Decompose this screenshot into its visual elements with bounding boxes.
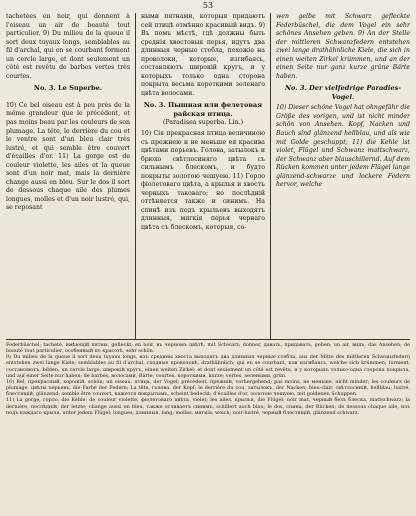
french-top-text: tachetées en noir, qui donnent à l'oiseau un air de beauté tout particulier. 9) Du milieu de la queue il sort deux tuyaux longs, semblables au fil d'archal, qui en se courbant forment un cercle large, et dont seulement un côté est revêtu de barbes vertes très courtes.	[6, 13, 130, 80]
russian-body-text: 10) Сія прекрасная птица величиною съ прежнею и не меньше ея красива цвѣтами перьевъ. Голова, затылокъ и брюхо свѣтлосиняго цвѣта съ сильнымъ блескомъ, и будто покрыты золотою чешуею. 11) Горло фіолетоваго цвѣта, а крылья и хвостъ черныхъ таковаго; но послѣдній оттѣняется также и синимъ. На спинѣ изъ подъ крыльевъ выходятъ длинныя, мягкія перья чернаго цвѣта съ блескомъ, которыя, со-	[141, 130, 265, 232]
note-paragraph: 11) La gorge, горло, die Kehle; de couleur violette, фіолетоваго цвѣта, violet; les ailes, крылья, die Flügel; noir mat, черный безъ блеска, mattschwarz; la dernière, послѣдній, der letzte; change aussi en bleu, также отливаетъ синимъ, schillert auch blau; le dos, спина, der Rücken; de dessous chaque aile, изъ подъ каждаго крыла, unter jedem Flügel; longues, длинныя, lang; molles, мягкія, weich; noir-lustré, черный блестящій, glänzend schwarz.	[6, 397, 410, 416]
column-divider-right	[270, 13, 271, 339]
german-top-text: wen gelbe mit Schwarz gefleckte Federbüschel, die dem Vogel ein sehr schönes Ansehen geben. 9) An der Stelle der mittleren Schwanzfedern entstehen zwei lange drathähnliche Kiele, die sich in einen weiten Zirkel krümmen, und an der einen Seite nur ganz kurze grüne Bärte haben.	[276, 13, 410, 80]
column-divider-left	[135, 13, 136, 339]
russian-top-text: ными пятнами, которыя придаютъ сей птицѣ отмѣнно красивый видъ. 9) Въ помъ мѣстѣ, гдѣ должны быть среднія хвостовыя перья, идутъ два длинныя черные стебла, похожіе на проволоки, которые, изгибаясь, составляютъ широкій кругъ, и у которыхъ только одна сторона покрыта весьма короткими зеленаго цвѣта волосами.	[141, 13, 265, 97]
note-paragraph: 10) Bel, прекрасный, хорошій, schön; un oiseau, птица, der Vogel; précédent, прежній, vorhergehend; pas moins, не меньше, nicht minder; les couleurs de plumage, цвѣты перьевъ, die Farbe der Federn; La tête, голова, der Kopf; le derrière du cou, затылокъ, der Nacken; bleu-clair, свѣтлосиній, hellblau; lustré, блестящій, glänzend; semble être couvert, кажется покрытымъ, scheint bedeckt; d'écailles d'or, золотою чешуею, mit goldenen Schuppen.	[6, 378, 410, 398]
note-paragraph: 9) Du milieu de la queue il sort deux tuyaux longs, изъ средины хвоста выходятъ два длинныя черные стебла, aus der Mitte des mittleren Schwanzfedern entstehen zwei lange Kiele; semblables au fil d'archal, сходные проволокѣ, drathähnlich; qui en se courbant, кои изгибаясь, welche sich krümmen; forment, составляютъ, bilden; un cercle large, широкій кругъ, einen weiten Zirkel; et dont seulement un côté est revêtu, и у которыхъ только одна сторона покрыта, und auf einer Seite nur haben; de barbes, волосами, Bärte; courtes, короткими, kurze; vertes, зелеными, grün.	[6, 354, 410, 379]
french-column	[6, 13, 130, 213]
footnote-separator	[6, 339, 410, 340]
french-body-text: 10) Ce bel oiseau est à peu près de la même grandeur que le précédent, et pas moins beau par les couleurs de son plumage. La tête, le derrière du cou et le ventre sont d'un bleu clair très lustré, et qui semble être couvert d'écailles d'or. 11) La gorge est de couleur violette, les ailes et la queue sont d'un noir mat, mais la dernière change aussi en bleu. Sur le dos il sort de dessous chaque aile des plumes longues, molles et d'un noir lustré, qui, se reposant	[6, 101, 130, 212]
french-heading: No. 3. Le Superbe.	[33, 84, 103, 93]
page-number: 53	[202, 1, 214, 10]
russian-heading: No. 3. Пышная или фелетовая райская птица.	[143, 101, 263, 118]
vocabulary-notes	[6, 342, 410, 416]
german-heading: No. 3. Der vielfedrige Paradies-Vogel.	[284, 84, 402, 101]
russian-subheading: (Paradisea superba. Lin.)	[162, 119, 244, 127]
german-body-text: 10) Dieser schöne Vogel hat ohngefähr die Größe des vorigen, und ist nicht minder schön von Ansehen. Kopf, Nacken und Bauch sind glänzend hellblau, und als wie mit Golde geschuppt; 11) die Kehle ist violet, Flügel und Schwanz mattschwarz, der Schwanz aber blauschillernd. Auf dem Rücken kommen unter jedem Flügel lange glänzend-schwarze und lockere Federn hervor, welche	[276, 104, 410, 189]
german-column	[276, 13, 410, 190]
note-paragraph: Federbüschel; tacheté, имѣющій пятны, gefleckt; en noir, въ черномъ цвѣтѣ, mit Schwarz; donner, давать, придавать, geben; un air, видъ, das Ansehen; de beauté tout particulier, особенный по красотѣ, sehr schön.	[6, 342, 410, 355]
russian-column	[141, 13, 265, 233]
